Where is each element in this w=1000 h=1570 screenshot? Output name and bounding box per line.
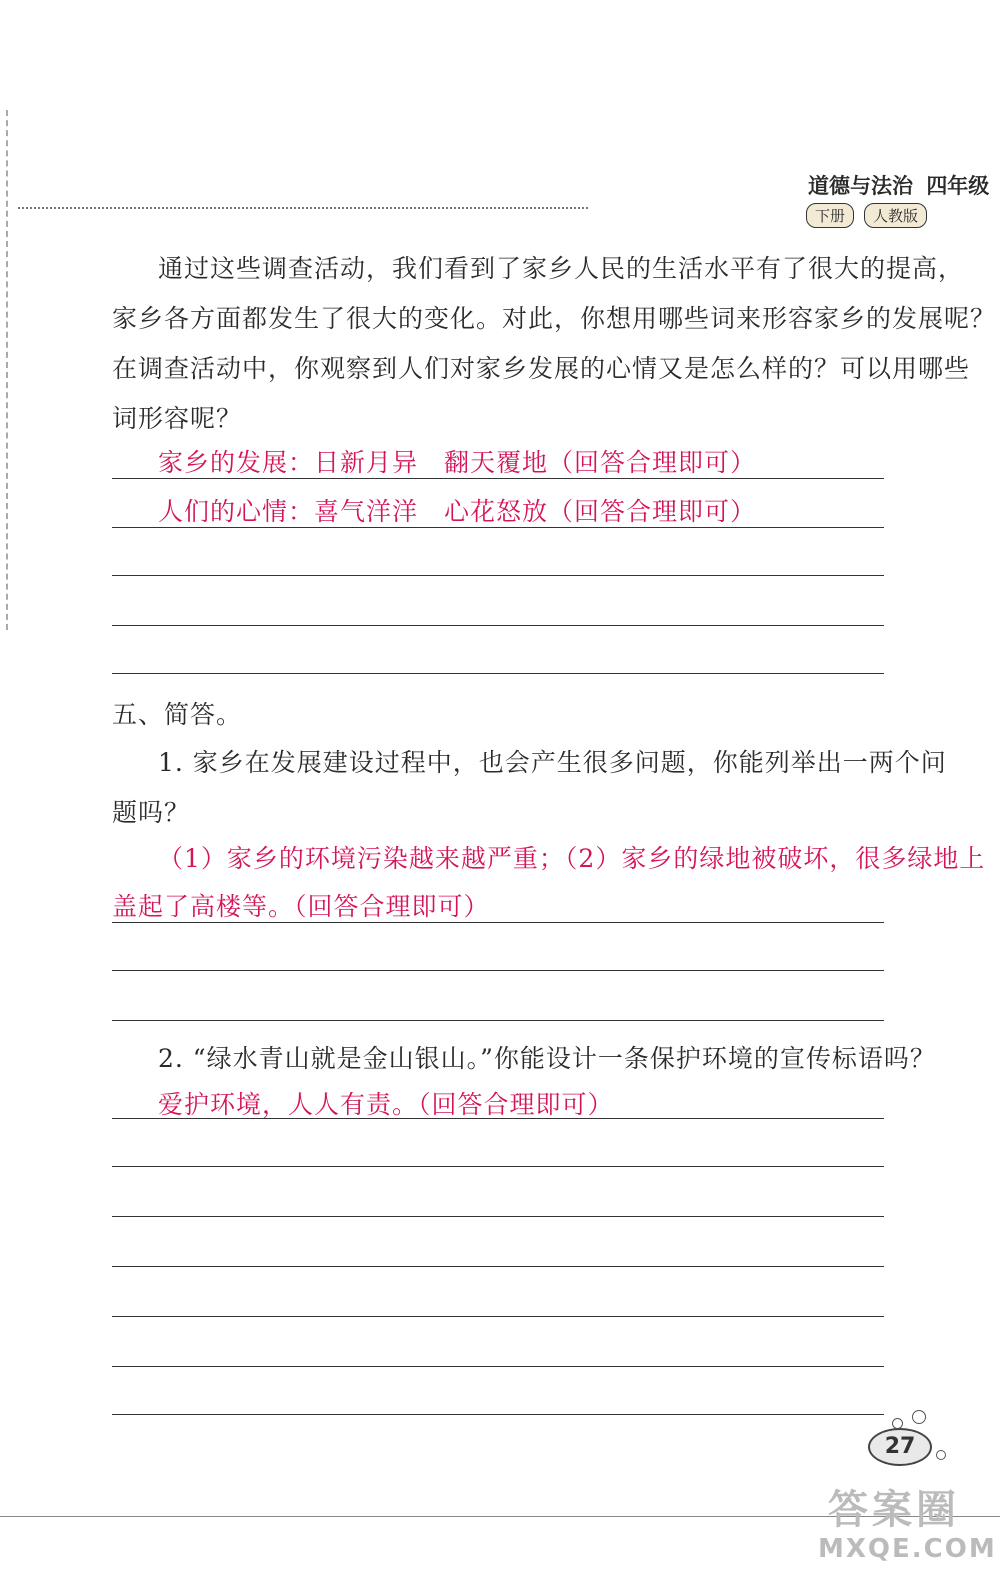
header-grade: 四年级 — [926, 174, 990, 198]
page-header — [808, 170, 990, 200]
q1-answer-line-1: （1）家乡的环境污染越来越严重；（2）家乡的绿地被破坏，很多绿地上 — [158, 844, 986, 873]
decor-bubble — [912, 1410, 926, 1424]
answer-line — [112, 673, 884, 674]
answer-line — [112, 970, 884, 971]
answer-line — [112, 527, 884, 528]
header-dotted-rule — [18, 207, 588, 209]
answer-line — [112, 922, 884, 923]
header-volume-badge: 下册 — [806, 203, 854, 228]
answer-line — [112, 1216, 884, 1217]
decor-bubble — [892, 1418, 903, 1429]
decor-bubble — [936, 1450, 946, 1460]
watermark-logo: 答案圈 — [828, 1487, 960, 1533]
answer-line — [112, 1118, 884, 1119]
q1-answer-line-2: 盖起了高楼等。（回答合理即可） — [112, 892, 490, 921]
answer-line — [112, 625, 884, 626]
intro-answer-2: 人们的心情：喜气洋洋 心花怒放（回答合理即可） — [158, 497, 757, 526]
intro-line-1: 通过这些调查活动，我们看到了家乡人民的生活水平有了很大的提高， — [158, 254, 965, 283]
binding-margin-line — [6, 110, 8, 630]
watermark-site: MXQE.COM — [818, 1534, 997, 1564]
answer-line — [112, 478, 884, 479]
answer-line — [112, 1366, 884, 1367]
q2-line: 2. “绿水青山就是金山银山。”你能设计一条保护环境的宣传标语吗？ — [158, 1044, 936, 1073]
answer-line — [112, 575, 884, 576]
page-number: 27 — [868, 1428, 932, 1466]
answer-line — [112, 1020, 884, 1021]
header-subject-grade — [808, 170, 990, 200]
answer-line — [112, 1316, 884, 1317]
q1-line-1: 1. 家乡在发展建设过程中，也会产生很多问题，你能列举出一两个问 — [158, 748, 947, 777]
intro-line-3: 在调查活动中，你观察到人们对家乡发展的心情又是怎么样的？可以用哪些 — [112, 354, 971, 383]
intro-line-2: 家乡各方面都发生了很大的变化。对此，你想用哪些词来形容家乡的发展呢？ — [112, 304, 997, 333]
q2-answer: 爱护环境，人人有责。（回答合理即可） — [158, 1090, 614, 1119]
answer-line — [112, 1166, 884, 1167]
answer-line — [112, 1414, 884, 1415]
intro-answer-1: 家乡的发展：日新月异 翻天覆地（回答合理即可） — [158, 448, 757, 477]
header-subject: 道德与法治 — [808, 174, 913, 198]
header-edition-badge: 人教版 — [864, 203, 927, 228]
intro-line-4: 词形容呢？ — [112, 404, 243, 433]
q1-line-2: 题吗？ — [112, 798, 191, 827]
answer-line — [112, 1266, 884, 1267]
section-5-title: 五、简答。 — [112, 700, 243, 729]
